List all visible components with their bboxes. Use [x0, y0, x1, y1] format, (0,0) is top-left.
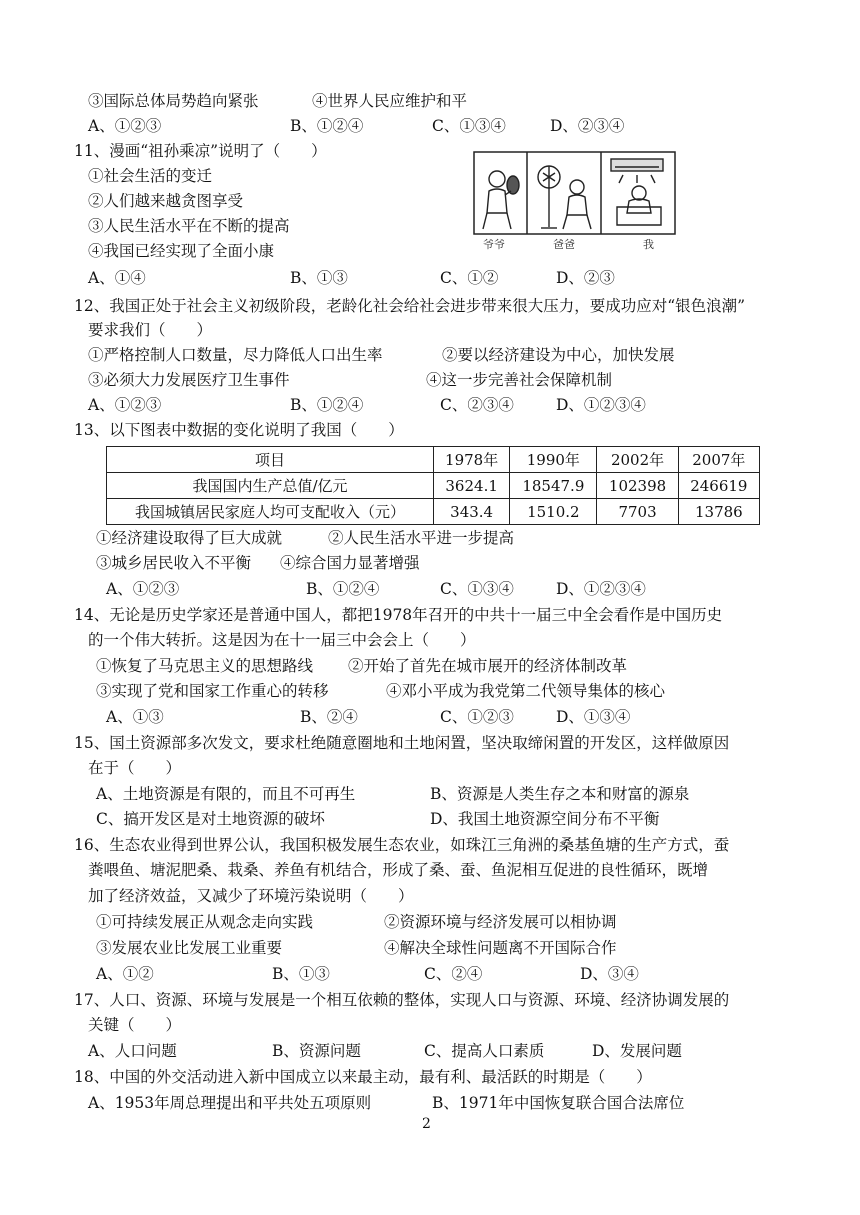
- q13-option-2: ②人民生活水平进一步提高: [328, 529, 515, 547]
- q17-stem-line1: 17、人口、资源、环境与发展是一个相互依赖的整体，实现人口与资源、环境、经济协调发展的: [74, 991, 730, 1009]
- table-cell: 3624.1: [434, 473, 510, 499]
- cartoon-drawing: [473, 151, 676, 253]
- table-cell: 246619: [678, 473, 759, 499]
- q17-answer-b: B、资源问题: [272, 1042, 361, 1060]
- q14-option-1: ①恢复了马克思主义的思想路线: [96, 657, 314, 675]
- q12-option-4: ④这一步完善社会保障机制: [426, 371, 613, 389]
- q12-option-2: ②要以经济建设为中心，加快发展: [442, 346, 675, 364]
- q11-option-4: ④我国已经实现了全面小康: [88, 242, 275, 260]
- table-cell: 18547.9: [510, 473, 597, 499]
- q10-answer-c: C、①③④: [432, 117, 506, 135]
- table-cell: 343.4: [434, 499, 510, 525]
- q12-option-1: ①严格控制人口数量，尽力降低人口出生率: [88, 346, 383, 364]
- q16-option-3: ③发展农业比发展工业重要: [96, 939, 283, 957]
- table-header-row: [107, 447, 760, 473]
- q12-stem-line1: 12、我国正处于社会主义初级阶段，老龄化社会给社会进步带来很大压力，要成功应对“银色浪潮”: [74, 297, 746, 315]
- cartoon-label-father: 爸爸: [553, 238, 575, 251]
- q14-option-3: ③实现了党和国家工作重心的转移: [96, 682, 329, 700]
- q16-answer-c: C、②④: [424, 965, 483, 983]
- table-cell: 13786: [678, 499, 759, 525]
- q18-option-b: B、1971年中国恢复联合国合法席位: [432, 1094, 685, 1112]
- q16-answer-a: A、①②: [96, 965, 154, 983]
- q18-stem: 18、中国的外交活动进入新中国成立以来最主动，最有利、最活跃的时期是（ ）: [74, 1068, 652, 1086]
- q11-answer-d: D、②③: [556, 269, 615, 287]
- q13-answer-a: A、①②③: [106, 580, 180, 598]
- q17-answer-c: C、提高人口素质: [424, 1042, 545, 1060]
- q14-option-4: ④邓小平成为我党第二代领导集体的核心: [386, 682, 666, 700]
- q13-data-table: [106, 446, 760, 525]
- q11-option-3: ③人民生活水平在不断的提高: [88, 217, 290, 235]
- table-cell: 102398: [597, 473, 678, 499]
- q12-answer-b: B、①②④: [290, 396, 364, 414]
- q11-answer-c: C、①②: [440, 269, 499, 287]
- q16-answer-d: D、③④: [580, 965, 639, 983]
- q14-answer-d: D、①③④: [556, 708, 631, 726]
- q12-stem-line2: 要求我们（ ）: [88, 321, 213, 339]
- q15-stem-line1: 15、国土资源部多次发文，要求杜绝随意圈地和土地闲置，坚决取缔闲置的开发区，这样做原因: [74, 734, 730, 752]
- q14-answer-b: B、②④: [300, 708, 358, 726]
- q15-option-b: B、资源是人类生存之本和财富的源泉: [430, 785, 690, 803]
- q10-answer-a: A、①②③: [88, 117, 162, 135]
- table-row: [107, 499, 760, 525]
- q15-option-a: A、土地资源是有限的，而且不可再生: [96, 785, 356, 803]
- q14-stem-line1: 14、无论是历史学家还是普通中国人，都把1978年召开的中共十一届三中全会看作是中国历史: [74, 606, 723, 624]
- q13-stem: 13、以下图表中数据的变化说明了我国（ ）: [74, 421, 404, 439]
- q16-option-1: ①可持续发展正从观念走向实践: [96, 913, 314, 931]
- q14-answer-c: C、①②③: [440, 708, 514, 726]
- q12-answer-c: C、②③④: [440, 396, 514, 414]
- q13-answer-c: C、①③④: [440, 580, 514, 598]
- q12-answer-a: A、①②③: [88, 396, 162, 414]
- table-cell: 7703: [597, 499, 678, 525]
- q11-answer-a: A、①④: [88, 269, 146, 287]
- q12-option-3: ③必须大力发展医疗卫生事件: [88, 371, 290, 389]
- q11-answer-b: B、①③: [290, 269, 348, 287]
- cartoon-label-me: 我: [643, 238, 654, 251]
- q13-answer-d: D、①②③④: [556, 580, 646, 598]
- q16-option-4: ④解决全球性问题离不开国际合作: [384, 939, 617, 957]
- q13-option-4: ④综合国力显著增强: [280, 554, 420, 572]
- q13-answer-b: B、①②④: [306, 580, 380, 598]
- q13-option-1: ①经济建设取得了巨大成就: [96, 529, 283, 547]
- table-header-cell: 2007年: [678, 447, 759, 473]
- q16-stem-line3: 加了经济效益，又减少了环境污染说明（ ）: [88, 887, 414, 905]
- q18-option-a: A、1953年周总理提出和平共处五项原则: [88, 1094, 372, 1112]
- table-header-cell: 1978年: [434, 447, 510, 473]
- table-row: [107, 473, 760, 499]
- q14-stem-line2: 的一个伟大转折。这是因为在十一届三中会会上（ ）: [88, 631, 476, 649]
- page-number: 2: [422, 1116, 431, 1132]
- cartoon-label-grandpa: 爷爷: [483, 238, 505, 251]
- table-cell: 1510.2: [510, 499, 597, 525]
- q15-stem-line2: 在于（ ）: [88, 759, 182, 777]
- q16-option-2: ②资源环境与经济发展可以相协调: [384, 913, 617, 931]
- q14-answer-a: A、①③: [106, 708, 164, 726]
- q15-option-c: C、搞开发区是对土地资源的破坏: [96, 810, 325, 828]
- q13-option-3: ③城乡居民收入不平衡: [96, 554, 252, 572]
- q11-stem: 11、漫画“祖孙乘凉”说明了（ ）: [74, 142, 327, 160]
- q16-stem-line1: 16、生态农业得到世界公认，我国积极发展生态农业，如珠江三角洲的桑基鱼塘的生产方式，蚕: [74, 836, 730, 854]
- q17-answer-d: D、发展问题: [592, 1042, 682, 1060]
- q16-answer-b: B、①③: [272, 965, 330, 983]
- q16-stem-line2: 粪喂鱼、塘泥肥桑、栽桑、养鱼有机结合，形成了桑、蚕、鱼泥相互促进的良性循环，既增: [88, 861, 709, 879]
- table-header-cell: 项目: [107, 447, 434, 473]
- q12-answer-d: D、①②③④: [556, 396, 646, 414]
- grandparent-cooling-cartoon: [473, 151, 676, 253]
- q11-option-2: ②人们越来越贪图享受: [88, 192, 244, 210]
- q11-option-1: ①社会生活的变迁: [88, 167, 213, 185]
- table-header-cell: 2002年: [597, 447, 678, 473]
- q14-option-2: ②开始了首先在城市展开的经济体制改革: [348, 657, 628, 675]
- q10-answer-b: B、①②④: [290, 117, 364, 135]
- q17-stem-line2: 关键（ ）: [88, 1016, 182, 1034]
- table-cell: 我国国内生产总值/亿元: [107, 473, 434, 499]
- table-cell: 我国城镇居民家庭人均可支配收入（元）: [107, 499, 434, 525]
- q15-option-d: D、我国土地资源空间分布不平衡: [430, 810, 660, 828]
- q10-option-4: ④世界人民应维护和平: [312, 92, 468, 110]
- q10-answer-d: D、②③④: [550, 117, 625, 135]
- q17-answer-a: A、人口问题: [88, 1042, 177, 1060]
- table-header-cell: 1990年: [510, 447, 597, 473]
- q10-option-3: ③国际总体局势趋向紧张: [88, 92, 259, 110]
